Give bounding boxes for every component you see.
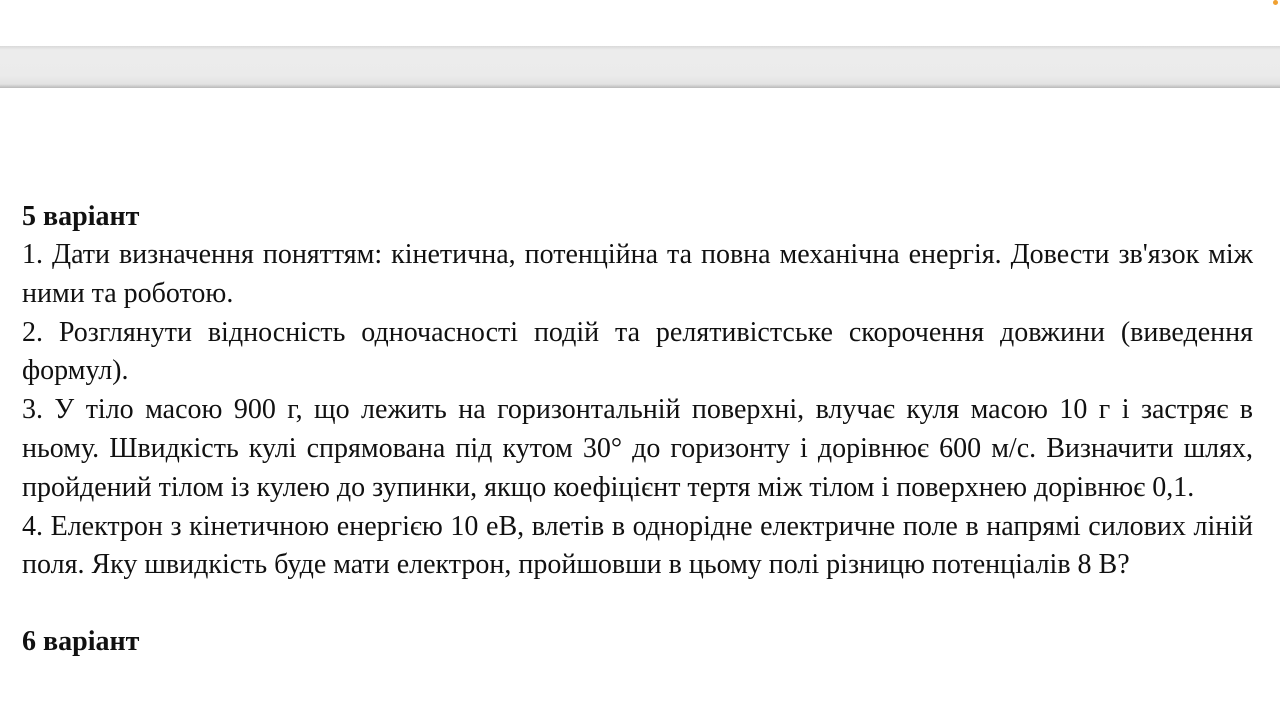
task-3: 3. У тіло масою 900 г, що лежить на горизонтальній поверхні, влучає куля масою 10 г і застряє в ньому. Швидкість кулі спрямована під кутом 30° до горизонту і дорівнює 600 м/с. Визначити шлях, пройдений тілом із кулею до зупинки, якщо коефіцієнт тертя між тілом і поверхнею дорівнює 0,1.: [22, 394, 1253, 503]
top-strip: [0, 0, 1280, 46]
task-2: 2. Розглянути відносність одночасності подій та релятивістське скорочення довжини (виведення формул).: [22, 316, 1253, 387]
document-page: [22, 198, 1253, 661]
task-4: 4. Електрон з кінетичною енергією 10 еВ, влетів в однорідне електричне поле в напрямі силових ліній поля. Яку швидкість буде мати електрон, пройшовши в цьому полі різницю потенціалів 8 В?: [22, 510, 1253, 581]
variant-5-title: 5 варіант: [22, 201, 140, 232]
section-gap: [22, 585, 1253, 623]
notification-dot-icon: [1273, 0, 1278, 5]
toolbar: [0, 46, 1280, 88]
variant-6-title: 6 варіант: [22, 626, 140, 658]
task-1: 1. Дати визначення поняттям: кінетична, потенційна та повна механічна енергія. Довести зв'язок між ними та роботою.: [22, 239, 1253, 309]
